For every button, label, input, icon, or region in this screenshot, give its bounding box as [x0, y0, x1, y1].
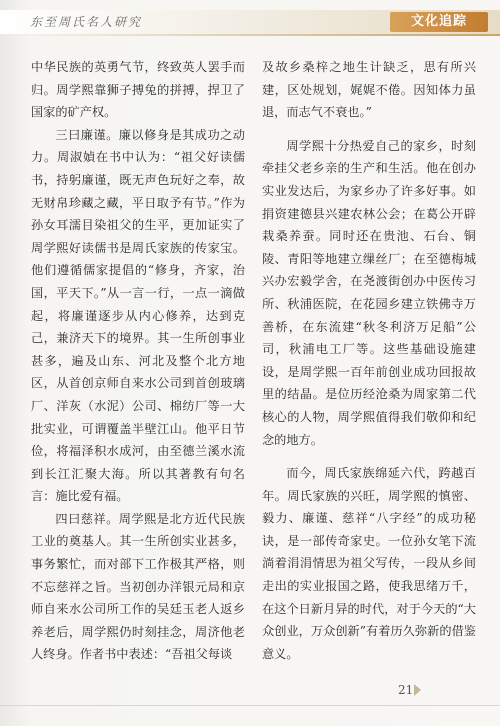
footer-rule: [0, 705, 500, 706]
magazine-name: 东至周氏名人研究: [30, 15, 143, 29]
paragraph: 而今，周氏家族绵延六代，跨越百年。周氏家族的兴旺，周学熙的慎密、毅力、廉谨、慈祥“八字经”的成功秘诀，是一部传奇家史。一位孙女笔下流淌着涓涓情思为祖父写传，一段从乡间走出的实业报国之路，使我思绪万千，在这个日新月异的时代，对于今天的“大众创业，万众创新”有着历久弥新的借鉴意义。: [262, 466, 476, 661]
page-number: 21: [398, 683, 414, 697]
paragraph: 中华民族的英勇气节，终致英人罢手而归。周学熙靠狮子搏兔的拼搏，捍卫了国家的矿产权。: [31, 60, 245, 120]
section-tag: 文化追踪: [390, 12, 488, 32]
paragraph: 及故乡桑梓之地生计缺乏，思有所兴建，区处规划，娓娓不倦。因知体力虽退，而志气不衰也。”: [262, 60, 476, 120]
paragraph: 三曰廉谨。廉以修身是其成功之动力。周淑媜在书中认为：“祖父好读儒书，持躬廉谨，既无声色玩好之奉，故无财帛珍藏之藏，平日取予有节。”作为孙女耳濡目染祖父的生平，更加证实了周学熙好读儒书是周氏家族的传家宝。他们遵循儒家提倡的“修身，齐家，治国，平天下。”从一言一行，一点一滴做起，将廉谨逐步从内心修养，达到克己，兼济天下的境界。其一生所创事业甚多，遍及山东、河北及整个北方地区，从首创京师自来水公司到首创玻璃厂、洋灰（水泥）公司、棉纺厂等一大批实业，可谓覆盖半壁江山。他平日节俭，将福泽积水成河，由至德兰溪水流到长江汇聚大海。所以其著教有句名言：施比爱有福。: [31, 127, 245, 504]
right-column: [262, 56, 476, 665]
paragraph: 四曰慈祥。周学熙是北方近代民族工业的奠基人。其一生所创实业甚多，事务繁忙，而对部下工作极其严格，则不忘慈祥之旨。当初创办洋银元局和京师自来水公司所工作的吴廷玉老人返乡养老后，周学熙仍时刻挂念，周济他老人终身。作者书中表述：“吾祖父每谈: [31, 511, 245, 662]
paragraph: 周学熙十分热爱自己的家乡，时刻牵挂父老乡亲的生产和生活。他在创办实业发达后，为家乡办了许多好事。如捐资建德县兴建农林公会；在葛公开辟栽桑养蚕。同时还在贵池、石台、铜陵、青阳等地建立缫丝厂；在至德梅城兴办宏毅学舍，在尧渡街创办中医传习所、秋浦医院，在花园乡建立铁佛寺万善桥，在东流建“秋冬利济万足船”公司，秋浦电工厂等。这些基础设施建设，是周学熙一百年前创业成功回报故里的结晶。是位历经沧桑为周家第二代核心的人物，周学熙值得我们敬仰和纪念的地方。: [262, 138, 476, 447]
left-column: [31, 56, 245, 666]
page-arrow-icon: [414, 684, 421, 696]
